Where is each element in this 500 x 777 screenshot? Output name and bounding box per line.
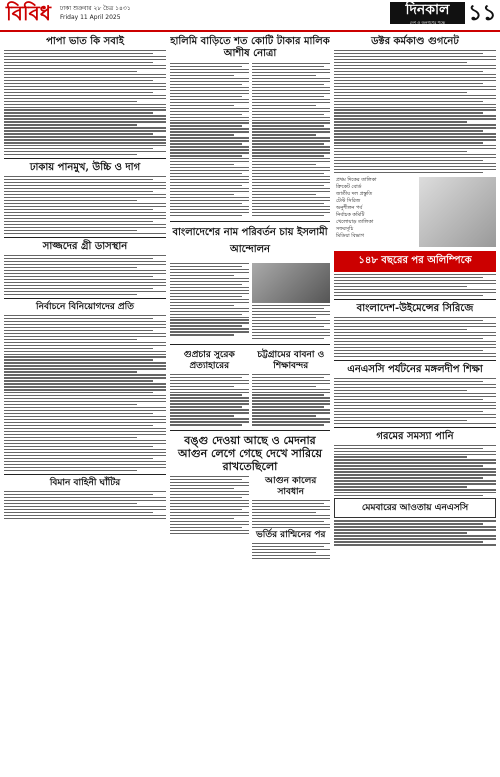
masthead-rule bbox=[0, 30, 500, 32]
red-headline: ১৪৮ বছরের পর অলিম্পিকে bbox=[334, 251, 496, 272]
column-middle bbox=[170, 34, 330, 772]
divider bbox=[334, 299, 496, 300]
sports-photo bbox=[419, 177, 497, 247]
article-text bbox=[252, 543, 331, 559]
banner-story bbox=[170, 261, 330, 341]
headline: সাজ্জদের গ্রী ডাসস্থান bbox=[42, 241, 128, 253]
date-block bbox=[60, 4, 131, 22]
banner-headline: বাংলাদেশের নাম পরিবর্তন চায় ইসলামী আন্দোলন bbox=[172, 226, 328, 255]
article-text bbox=[334, 274, 496, 296]
divider bbox=[334, 360, 496, 361]
column-left bbox=[4, 34, 166, 772]
headline: গুপ্রচার সুরেক প্রত্যাহারের bbox=[183, 349, 235, 371]
article-text bbox=[4, 315, 166, 471]
article-text bbox=[252, 500, 331, 528]
article-text bbox=[170, 261, 249, 341]
article-text bbox=[4, 50, 166, 156]
divider bbox=[170, 430, 330, 431]
article-text bbox=[334, 520, 496, 545]
headline: পাপা ভাত কি সবাই bbox=[46, 36, 124, 47]
headline: ডক্টর কর্মকাণ্ড গুগনেট bbox=[371, 36, 459, 47]
divider bbox=[4, 237, 166, 238]
list-item: প্রথম দিকের তালিকা bbox=[336, 177, 377, 184]
date-bangla: ঢাকা শুক্রবার ২৮ চৈত্র ১৪৩১ bbox=[60, 5, 131, 12]
divider bbox=[4, 474, 166, 475]
list-item: জাতীয় দল প্রস্তুতি bbox=[336, 191, 373, 198]
big-headline: বঙ্গু দেওয়া আছে ও মেদনার আগুন লেগে গেছে দেখে সারিয়ে রাখতেছিলো bbox=[178, 434, 322, 474]
boxed-headline bbox=[334, 498, 496, 518]
article-text bbox=[252, 305, 331, 339]
lower-stories bbox=[170, 348, 330, 428]
headline: আগুন কালের সাবধান bbox=[265, 476, 317, 498]
headline: এনএসসি পর্যটনের মঙ্গলদীপ শিক্ষা bbox=[347, 364, 483, 375]
article-text bbox=[4, 491, 166, 519]
divider bbox=[4, 158, 166, 159]
list-item: নির্বাচক কমিটি bbox=[336, 212, 365, 219]
list-item: অনুশীলন পর্ব bbox=[336, 205, 363, 212]
headline: ঢাকায় পানমুখ, উচ্চি ও দাগ bbox=[29, 162, 141, 174]
list-item: সফরসূচি bbox=[336, 226, 354, 233]
article-text bbox=[334, 378, 496, 424]
article-text bbox=[170, 61, 249, 218]
headline: গরমের সমস্যা পানি bbox=[376, 430, 454, 442]
divider bbox=[4, 298, 166, 299]
sports-block bbox=[334, 175, 496, 249]
date-english: Friday 11 April 2025 bbox=[60, 14, 121, 21]
sports-list bbox=[334, 175, 416, 249]
headline: মেমবারের আওতায় এনএসসি bbox=[361, 503, 469, 514]
list-item: টেস্ট সিরিজ bbox=[336, 198, 361, 205]
article-text bbox=[4, 255, 166, 295]
headline: হালিমি বাড়িতে শত কোটি টাকার মালিক আশীষ নোত্রা bbox=[170, 36, 330, 59]
article-text bbox=[334, 317, 496, 357]
list-item: খেলোয়াড় তালিকা bbox=[336, 219, 374, 226]
page-number: ১১ bbox=[468, 0, 497, 26]
article-text bbox=[334, 50, 496, 174]
news-photo bbox=[252, 263, 331, 303]
divider bbox=[170, 221, 330, 222]
column-right bbox=[334, 34, 496, 772]
article-text bbox=[170, 374, 249, 426]
divider bbox=[334, 427, 496, 428]
article-text bbox=[334, 445, 496, 497]
headline: ভর্তির রাশ্মিনের পর bbox=[256, 530, 326, 541]
headline: চট্টগ্রামের বাবনা ও শিক্ষাবন্দর bbox=[257, 349, 325, 371]
brand-tagline: দেশ ও জনগণের পক্ষে bbox=[409, 20, 446, 25]
divider bbox=[170, 344, 330, 345]
section-title: বিবিধ bbox=[6, 1, 51, 25]
list-item: ক্রিকেট বোর্ড bbox=[336, 184, 362, 191]
masthead bbox=[0, 0, 500, 30]
article-text bbox=[4, 176, 166, 234]
article-text bbox=[170, 474, 249, 561]
article-text bbox=[252, 61, 331, 218]
big-story bbox=[170, 474, 330, 561]
top-story bbox=[170, 61, 330, 218]
headline: নির্বাচনে বিনিয়োগদের প্রতি bbox=[36, 301, 134, 312]
headline: বাংলাদেশ-উইমেন্সের সিরিজে bbox=[356, 303, 474, 315]
list-item: মিডিয়া বিভাগ bbox=[336, 233, 364, 240]
brand-logo: দিনকাল bbox=[390, 2, 465, 24]
article-text bbox=[252, 374, 331, 426]
headline: বিমান বাহিনী ঘাঁটির bbox=[49, 478, 121, 489]
